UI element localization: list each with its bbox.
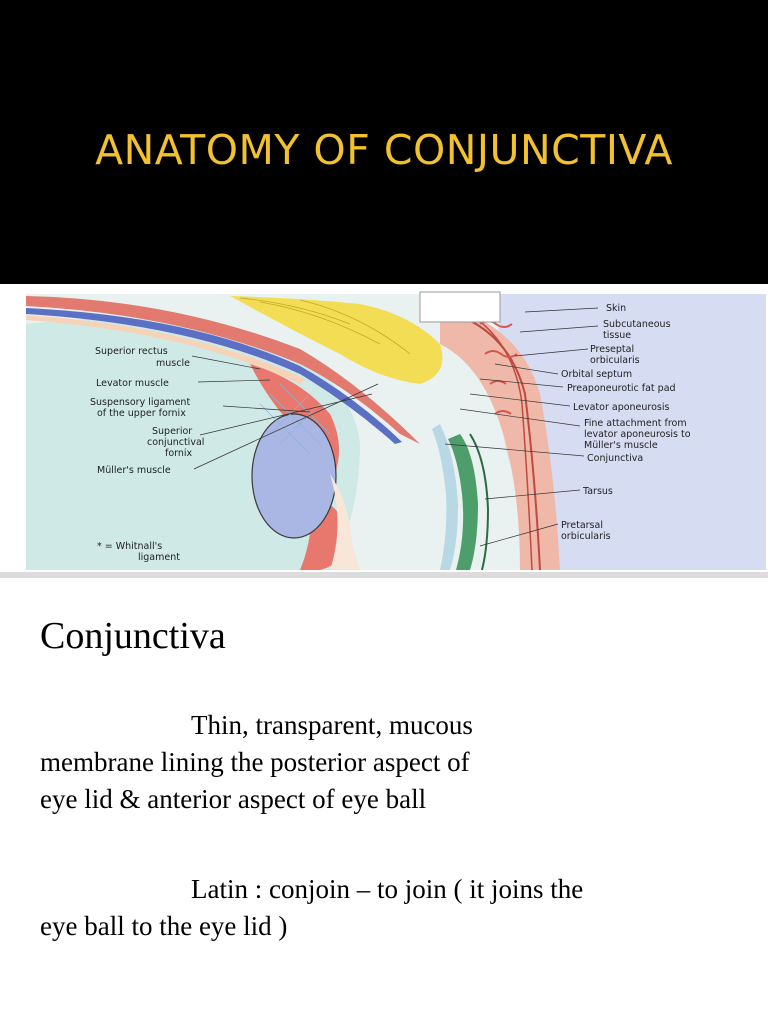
section-heading: Conjunctiva <box>40 615 226 657</box>
label-suspensory-ligament: Suspensory ligament <box>90 397 191 408</box>
title-band <box>0 0 768 284</box>
label-fine-attachment-2: levator aponeurosis to <box>584 429 691 440</box>
label-superior-rectus-2: muscle <box>156 358 190 369</box>
etymology-line-2: eye ball to the eye lid ) <box>40 911 288 941</box>
label-fine-attachment-3: Müller's muscle <box>584 440 658 451</box>
label-orbital-septum: Orbital septum <box>561 369 633 380</box>
label-conjunctiva: Conjunctiva <box>587 453 644 464</box>
label-skin: Skin <box>606 303 627 314</box>
label-fine-attachment: Fine attachment from <box>584 418 687 429</box>
label-superior-fornix-3: fornix <box>165 448 193 459</box>
etymology-paragraph <box>40 871 750 945</box>
label-whitnall-2: ligament <box>138 552 180 563</box>
anatomy-diagram <box>0 284 768 578</box>
label-suspensory-ligament-2: of the upper fornix <box>97 408 186 419</box>
label-preseptal: Preseptal <box>590 344 635 355</box>
etymology-line-1: Latin : conjoin – to join ( it joins the <box>191 874 584 904</box>
label-superior-fornix-2: conjunctival <box>147 437 205 448</box>
label-preaponeurotic-fat: Preaponeurotic fat pad <box>567 383 676 394</box>
label-muller-muscle: Müller's muscle <box>97 465 171 476</box>
label-preseptal-2: orbicularis <box>590 355 640 366</box>
label-superior-fornix: Superior <box>152 426 193 437</box>
slide-title: ANATOMY OF CONJUNCTIVA <box>95 126 673 174</box>
definition-line-3: eye lid & anterior aspect of eye ball <box>40 784 427 814</box>
label-levator-aponeurosis: Levator aponeurosis <box>573 402 670 413</box>
label-subcutaneous: Subcutaneous <box>603 319 671 330</box>
label-whitnall: * = Whitnall's <box>97 541 163 552</box>
label-superior-rectus: Superior rectus <box>95 346 168 357</box>
label-levator-muscle: Levator muscle <box>96 378 169 389</box>
definition-line-1: Thin, transparent, mucous <box>191 710 473 740</box>
label-subcutaneous-2: tissue <box>603 330 632 341</box>
label-pretarsal: Pretarsal <box>561 520 603 531</box>
label-tarsus: Tarsus <box>583 486 613 497</box>
definition-line-2: membrane lining the posterior aspect of <box>40 747 470 777</box>
definition-paragraph <box>40 707 750 818</box>
label-pretarsal-2: orbicularis <box>561 531 611 542</box>
